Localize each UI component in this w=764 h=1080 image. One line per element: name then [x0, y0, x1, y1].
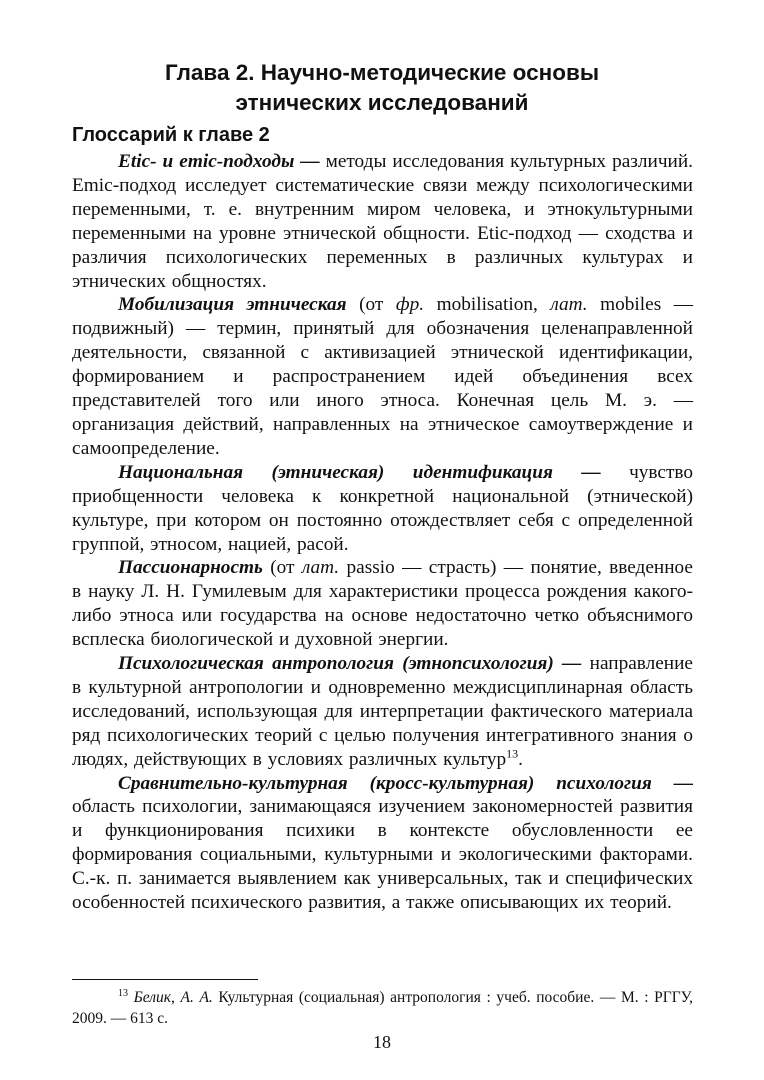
glossary-definition-part: (от	[346, 294, 396, 316]
glossary-definition: чувство приобщенности человека к конкретной национальной (этнической) культуре, при котором он постоянно отождествляет себя с определенной группой, этносом, нацией, расой.	[72, 461, 693, 555]
glossary-term: Психологическая антропология (этнопсихология) —	[118, 653, 582, 675]
glossary-definition-end: .	[518, 748, 523, 770]
chapter-title-line-1: Глава 2. Научно-методические основы	[164, 60, 600, 85]
footnote-number: 13	[118, 987, 128, 999]
glossary-term: Сравнительно-культурная (кросс-культурная) психология —	[118, 772, 693, 794]
footnote-author: Белик, А. А.	[133, 989, 213, 1006]
glossary-entry-etic-emic	[72, 150, 693, 293]
glossary-body	[72, 150, 693, 915]
glossary-definition: область психологии, занимающаяся изучением закономерностей развития и функционирования психики в контексте обусловленности ее формирования социальными, культурными и экологическими факторами. С.-к. п. занимается выявлением как универсальных, так и специфических особенностей психического развития, а также описывающих их теорий.	[72, 796, 693, 914]
glossary-heading: Глоссарий к главе 2	[72, 124, 270, 146]
glossary-term: Etic- и emic-подходы —	[118, 151, 320, 172]
glossary-entry-cross-cultural-psychology	[72, 772, 693, 915]
glossary-definition: направление в культурной антропологии и одновременно междисциплинарная область исследований, использующая для интерпретации фактического материала ряд психологических теорий с целью получения интегративного знания о людях, действующих в условиях различных культур	[72, 653, 693, 770]
glossary-definition: методы исследования культурных различий. Emic-подход исследует систематические связи между психологическими переменными, т. е. внутренним миром человека, и этнокультурными переменными на уровне этнической общности. Etic-подход — сходства и различия психологических переменных в различных культурах и этнических общностях.	[72, 151, 693, 292]
glossary-term: Национальная (этническая) идентификация —	[118, 461, 601, 483]
language-abbreviation-lat: лат.	[550, 294, 588, 316]
page-number: 18	[373, 1032, 391, 1052]
glossary-term: Мобилизация этническая	[118, 294, 347, 316]
language-abbreviation-lat: лат.	[301, 557, 340, 579]
glossary-definition-part: passio — страсть) — понятие, введенное в науку Л. Н. Гумилевым для характеристики процесса рождения какого-либо этноса или государства на основе недостаточно четко объяснимого всплеска биологической и духовной энергии.	[72, 557, 693, 651]
glossary-definition-part: (от	[262, 557, 302, 579]
glossary-entry-national-identification	[72, 461, 693, 557]
glossary-definition-part: mobiles — подвижный) — термин, принятый для обозначения целенаправленной деятельности, связанной с активизацией этнической идентификации, формированием и распространением идей объединения всех представителей того или иного этноса. Конечная цель М. э. — организация действий, направленных на этническое самоутверждение и самоопределение.	[72, 294, 694, 459]
footnote-text: Культурная (социальная) антропология : учеб. пособие. — М. : РГГУ, 2009. — 613 с.	[72, 989, 693, 1027]
footnote-reference[interactable]: 13	[506, 746, 519, 761]
glossary-entry-mobilization	[72, 293, 693, 460]
glossary-definition-part: mobilisation,	[424, 294, 551, 316]
glossary-entry-passionarity	[72, 556, 693, 652]
footnote-separator	[72, 979, 258, 980]
chapter-title	[70, 58, 694, 118]
language-abbreviation-fr: фр.	[395, 294, 425, 316]
glossary-entry-psychological-anthropology	[72, 652, 693, 772]
footnote	[72, 987, 693, 1029]
glossary-term: Пассионарность	[118, 557, 263, 579]
chapter-title-line-2: этнических исследований	[235, 90, 529, 115]
